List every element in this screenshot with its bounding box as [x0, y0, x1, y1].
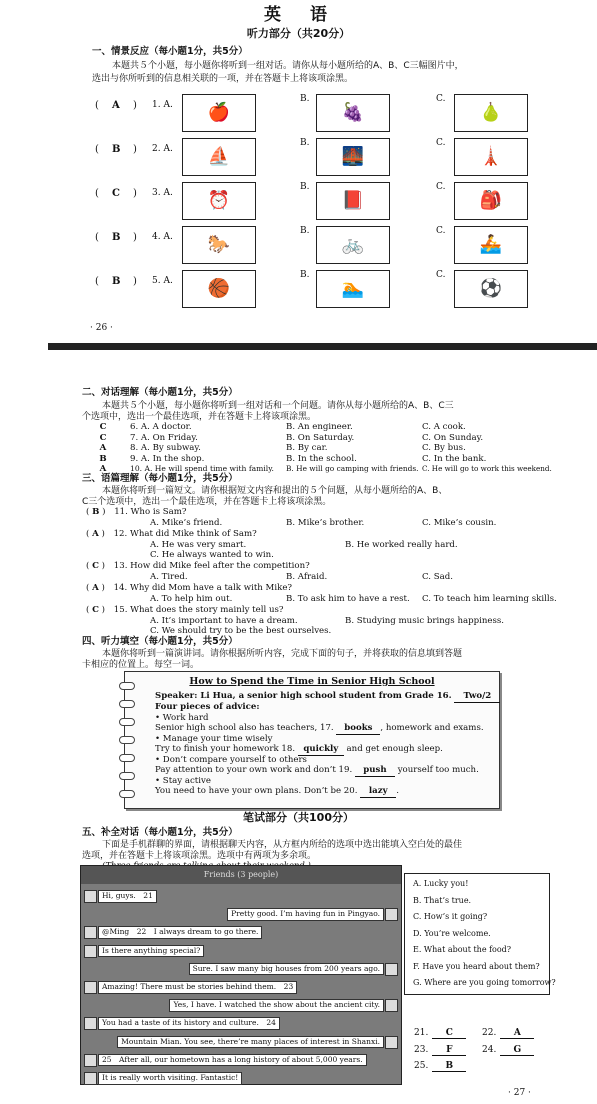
part2-option-b: B. In the school.: [286, 453, 357, 464]
answer-value: A: [500, 1028, 534, 1039]
options-box: [404, 873, 556, 995]
avatar: [385, 908, 398, 921]
part4-intro-2: 卡相应的位置上。每空一词。: [82, 660, 200, 670]
answer-item: [482, 1045, 534, 1056]
advice-3: • Don’t compare yourself to others: [155, 755, 307, 765]
q15-row: ( C ) 15. What does the story mainly tell us?: [86, 605, 284, 615]
part2-option-b: B. He will go camping with friends.: [286, 464, 419, 473]
answer-item: [414, 1045, 466, 1056]
part3-intro-1: 本题你将听到一篇短文。请你根据短文内容和提出的５个问题，从每小题所给的A、B、: [102, 486, 448, 496]
answer-number: 25.: [414, 1061, 429, 1071]
answer-18: quickly: [298, 745, 344, 756]
answer-number: 21.: [414, 1028, 429, 1038]
q11-c: C. Mike’s cousin.: [422, 518, 497, 528]
part2-answer: C: [99, 422, 107, 432]
option-c-label: C.: [436, 226, 446, 236]
q11-row: ( B ) 11. Who is Sam?: [86, 507, 187, 517]
line17-post: , homework and exams.: [380, 723, 484, 733]
picture-c: ⚽: [454, 270, 528, 308]
picture-b: 🚲: [316, 226, 390, 264]
picture-c: 🗼: [454, 138, 528, 176]
option-b-label: B.: [300, 182, 310, 192]
chat-message: Sure. I saw many big houses from 200 years ago.: [189, 963, 384, 976]
spiral-ring: [119, 736, 135, 744]
q12-answer: A: [92, 529, 99, 539]
chat-message: Amazing! There must be stories behind them. 23: [98, 981, 297, 994]
answer-value: B: [432, 1061, 466, 1072]
part2-row: [86, 423, 192, 433]
picture-b: 🌉: [316, 138, 390, 176]
answer-number: 24.: [482, 1045, 497, 1055]
option-item: G. Where are you going tomorrow?: [413, 978, 556, 987]
part2-row: [86, 434, 198, 444]
q14-answer: A: [92, 583, 99, 593]
part5-intro-1: 下面是手机群聊的界面，请根据聊天内容，从方框内所给的选项中选出能填入空白处的最佳: [102, 840, 463, 850]
part2-row: [86, 444, 201, 454]
part2-answer: B: [99, 453, 107, 464]
q13-row: ( C ) 13. How did Mike feel after the competition?: [86, 561, 310, 571]
q14-c: C. To teach him learning skills.: [422, 594, 557, 604]
option-a-label: 4. A.: [152, 232, 173, 242]
part2-option-c: C. By bus.: [422, 443, 466, 453]
paren-open: (: [95, 144, 99, 155]
part2-question: 10. A. He will spend time with family.: [130, 464, 274, 473]
option-a-label: 1. A.: [152, 100, 173, 110]
chat-message: @Ming 22 I always dream to go there.: [98, 926, 262, 939]
part2-answer: A: [99, 464, 107, 474]
part2-option-b: B. By car.: [286, 443, 328, 453]
q12-row: ( A ) 12. What did Mike think of Sam?: [86, 529, 257, 539]
q14-question: 14. Why did Mom have a talk with Mike?: [113, 583, 293, 593]
option-b-label: B.: [300, 226, 310, 236]
part2-intro-1: 本题共５个小题，每小题你将听到一组对话和一个问题。请你从每小题所给的A、B、C三: [102, 401, 454, 411]
line17-pre: Senior high school also has teachers, 17.: [155, 723, 334, 733]
advice-4: • Stay active: [155, 776, 211, 786]
part2-option-c: C. A cook.: [422, 422, 466, 432]
chat-message: It is really worth visiting. Fantastic!: [98, 1072, 242, 1085]
paren-close: ): [133, 100, 137, 111]
spiral-ring: [119, 772, 135, 780]
avatar: [84, 926, 97, 939]
speaker-label: Speaker: Li Hua, a senior high school student from Grade 16.: [155, 691, 452, 701]
q14-a: A. To help him out.: [150, 594, 233, 604]
q13-c: C. Sad.: [422, 572, 453, 582]
page-divider: [48, 343, 597, 350]
chat-message: Hi, guys. 21: [98, 890, 157, 903]
chat-title: Friends (3 people): [81, 866, 401, 884]
q15-b: B. Studying music brings happiness.: [345, 616, 505, 626]
part2-question: 9. A. In the shop.: [130, 453, 205, 464]
line19-post: yourself too much.: [397, 765, 479, 775]
option-b-label: B.: [300, 94, 310, 104]
q15-answer: C: [92, 605, 99, 615]
answer-16: Two/2: [454, 692, 500, 703]
picture-a: 🐎: [182, 226, 256, 264]
part2-question: 8. A. By subway.: [130, 443, 201, 453]
q13-question: 13. How did Mike feel after the competition?: [113, 561, 310, 571]
part1-answer: C: [112, 188, 120, 199]
advice-heading: Four pieces of advice:: [155, 702, 260, 712]
answer-20: lazy: [360, 787, 396, 798]
picture-a: ⏰: [182, 182, 256, 220]
note-title: How to Spend the Time in Senior High School: [189, 676, 435, 687]
answer-item: [414, 1061, 466, 1072]
option-a-label: 5. A.: [152, 276, 173, 286]
option-item: E. What about the food?: [413, 945, 512, 954]
q15-question: 15. What does the story mainly tell us?: [113, 605, 284, 615]
avatar: [84, 981, 97, 994]
page-title: 英 语: [264, 5, 333, 25]
avatar: [84, 890, 97, 903]
part2-intro-2: 个选项中，选出一个最佳选项，并在答题卡上将该项涂黑。: [82, 412, 317, 422]
q12-question: 12. What did Mike think of Sam?: [113, 529, 257, 539]
part1-heading: 一、情景反应（每小题1分，共5分）: [92, 46, 248, 57]
advice-4-line: [155, 787, 399, 798]
answer-number: 22.: [482, 1028, 497, 1038]
picture-a: ⛵: [182, 138, 256, 176]
picture-c: 🎒: [454, 182, 528, 220]
paren-close: ): [133, 232, 137, 243]
option-c-label: C.: [436, 94, 446, 104]
part4-intro-1: 本题你将听到一篇演讲词。请你根据所听内容，完成下面的句子，并将获取的信息填到答题: [102, 649, 463, 659]
line18-post: and get enough sleep.: [346, 744, 443, 754]
option-item: A. Lucky you!: [413, 879, 469, 888]
part4-heading: 四、听力填空（每小题1分，共5分）: [82, 636, 238, 647]
part1-answer: B: [112, 232, 121, 243]
answer-value: G: [500, 1045, 534, 1056]
avatar: [385, 963, 398, 976]
picture-b: 🏊: [316, 270, 390, 308]
part2-row: [86, 455, 204, 465]
avatar: [84, 1072, 97, 1085]
answer-19: push: [355, 766, 395, 777]
avatar: [84, 1054, 97, 1067]
avatar: [84, 945, 97, 958]
part2-question: 7. A. On Friday.: [130, 432, 198, 443]
part2-heading: 二、对话理解（每小题1分，共5分）: [82, 387, 238, 398]
paren-close: ): [133, 276, 137, 287]
spiral-ring: [119, 754, 135, 762]
answer-17: books: [336, 724, 380, 735]
picture-b: 🍇: [316, 94, 390, 132]
option-item: B. That’s true.: [413, 895, 472, 905]
chat-message: Mountain Mian. You see, there’re many places of interest in Shanxi.: [117, 1036, 384, 1049]
option-b-label: B.: [300, 138, 310, 148]
part2-option-c: C. On Sunday.: [422, 432, 484, 443]
option-c-label: C.: [436, 182, 446, 192]
q13-a: A. Tired.: [150, 572, 188, 582]
option-item: F. Have you heard about them?: [413, 961, 540, 971]
chat-message: You had a taste of its history and culture. 24: [98, 1017, 280, 1030]
q13-b: B. Afraid.: [286, 572, 328, 582]
written-header: 笔试部分（共100分）: [243, 811, 354, 824]
picture-c: 🚣: [454, 226, 528, 264]
answer-number: 23.: [414, 1045, 429, 1055]
chat-message: Is there anything special?: [98, 945, 204, 958]
option-c-label: C.: [436, 270, 446, 280]
spiral-ring: [119, 718, 135, 726]
option-c-label: C.: [436, 138, 446, 148]
line18-pre: Try to finish your homework 18.: [155, 744, 296, 754]
part1-answer: B: [112, 276, 121, 287]
page-number-26: · 26 ·: [90, 323, 113, 333]
part2-answer: C: [99, 432, 107, 443]
chat-window: [80, 865, 402, 1085]
answer-item: [414, 1028, 466, 1039]
part5-heading: 五、补全对话（每小题1分，共5分）: [82, 827, 238, 838]
picture-b: 📕: [316, 182, 390, 220]
advice-1: • Work hard: [155, 713, 209, 723]
chat-message: Pretty good. I’m having fun in Pingyao.: [227, 908, 384, 921]
listening-header: 听力部分（共20分）: [246, 27, 351, 40]
part5-intro-2: 选项，并在答题卡上将该项涂黑。选项中有两项为多余项。: [82, 851, 317, 861]
avatar: [385, 1036, 398, 1049]
q12-a: A. He was very smart.: [150, 540, 247, 550]
chat-message: 25 After all, our hometown has a long history of about 5,000 years.: [98, 1054, 367, 1067]
line20-pre: You need to have your own plans. Don’t be 20.: [155, 786, 358, 796]
q14-b: B. To ask him to have a rest.: [286, 594, 410, 604]
part2-option-b: B. On Saturday.: [286, 432, 355, 443]
q13-answer: C: [92, 561, 99, 571]
notebook-card: [124, 671, 500, 809]
part2-option-c: C. He will go to work this weekend.: [422, 464, 552, 473]
part2-answer: A: [99, 443, 107, 453]
option-b-label: B.: [300, 270, 310, 280]
part2-option-c: C. In the bank.: [422, 453, 487, 464]
paren-close: ): [133, 188, 137, 199]
paren-open: (: [95, 100, 99, 111]
line20-post: .: [396, 786, 399, 796]
advice-2: • Manage your time wisely: [155, 734, 273, 744]
part1-answer: B: [112, 144, 121, 155]
q11-b: B. Mike’s brother.: [286, 518, 365, 528]
paren-open: (: [95, 188, 99, 199]
answer-value: F: [432, 1045, 466, 1056]
part3-intro-2: C三个选项中，选出一个最佳选项，并在答题卡上将该项涂黑。: [82, 497, 332, 507]
spiral-ring: [119, 790, 135, 798]
picture-c: 🍐: [454, 94, 528, 132]
option-a-label: 3. A.: [152, 188, 173, 198]
part2-option-b: B. An engineer.: [286, 422, 353, 432]
q12-c: C. He always wanted to win.: [150, 550, 274, 560]
page-number-27: · 27 ·: [508, 1088, 531, 1098]
part2-question: 6. A. A doctor.: [130, 422, 192, 432]
part1-intro-2: 选出与你所听到的信息相关联的一项，并在答题卡上将该项涂黑。: [92, 74, 354, 84]
q11-question: 11. Who is Sam?: [114, 507, 187, 517]
paren-open: (: [95, 276, 99, 287]
answer-value: C: [432, 1028, 466, 1039]
q11-answer: B: [92, 507, 100, 517]
part1-answer: A: [112, 100, 120, 111]
chat-message: Yes, I have. I watched the show about the ancient city.: [169, 999, 384, 1012]
picture-a: 🏀: [182, 270, 256, 308]
option-a-label: 2. A.: [152, 144, 173, 154]
option-item: D. You’re welcome.: [413, 928, 491, 938]
part1-intro-1: 本题共５个小题，每小题你将听到一组对话。请你从每小题所给的A、B、C三幅图片中，: [112, 61, 464, 71]
line19-pre: Pay attention to your own work and don’t 19.: [155, 765, 353, 775]
q12-b: B. He worked really hard.: [345, 540, 458, 550]
q11-a: A. Mike’s friend.: [150, 518, 223, 528]
spiral-ring: [119, 700, 135, 708]
answer-item: [482, 1028, 534, 1039]
avatar: [385, 999, 398, 1012]
q15-c: C. We should try to be the best ourselves.: [150, 626, 332, 636]
avatar: [84, 1017, 97, 1030]
paren-open: (: [95, 232, 99, 243]
part3-heading: 三、语篇理解（每小题1分，共5分）: [82, 473, 238, 484]
option-item: C. How’s it going?: [413, 912, 488, 921]
picture-a: 🍎: [182, 94, 256, 132]
q15-a: A. It’s important to have a dream.: [150, 616, 298, 626]
q14-row: ( A ) 14. Why did Mom have a talk with Mike?: [86, 583, 293, 593]
paren-close: ): [133, 144, 137, 155]
